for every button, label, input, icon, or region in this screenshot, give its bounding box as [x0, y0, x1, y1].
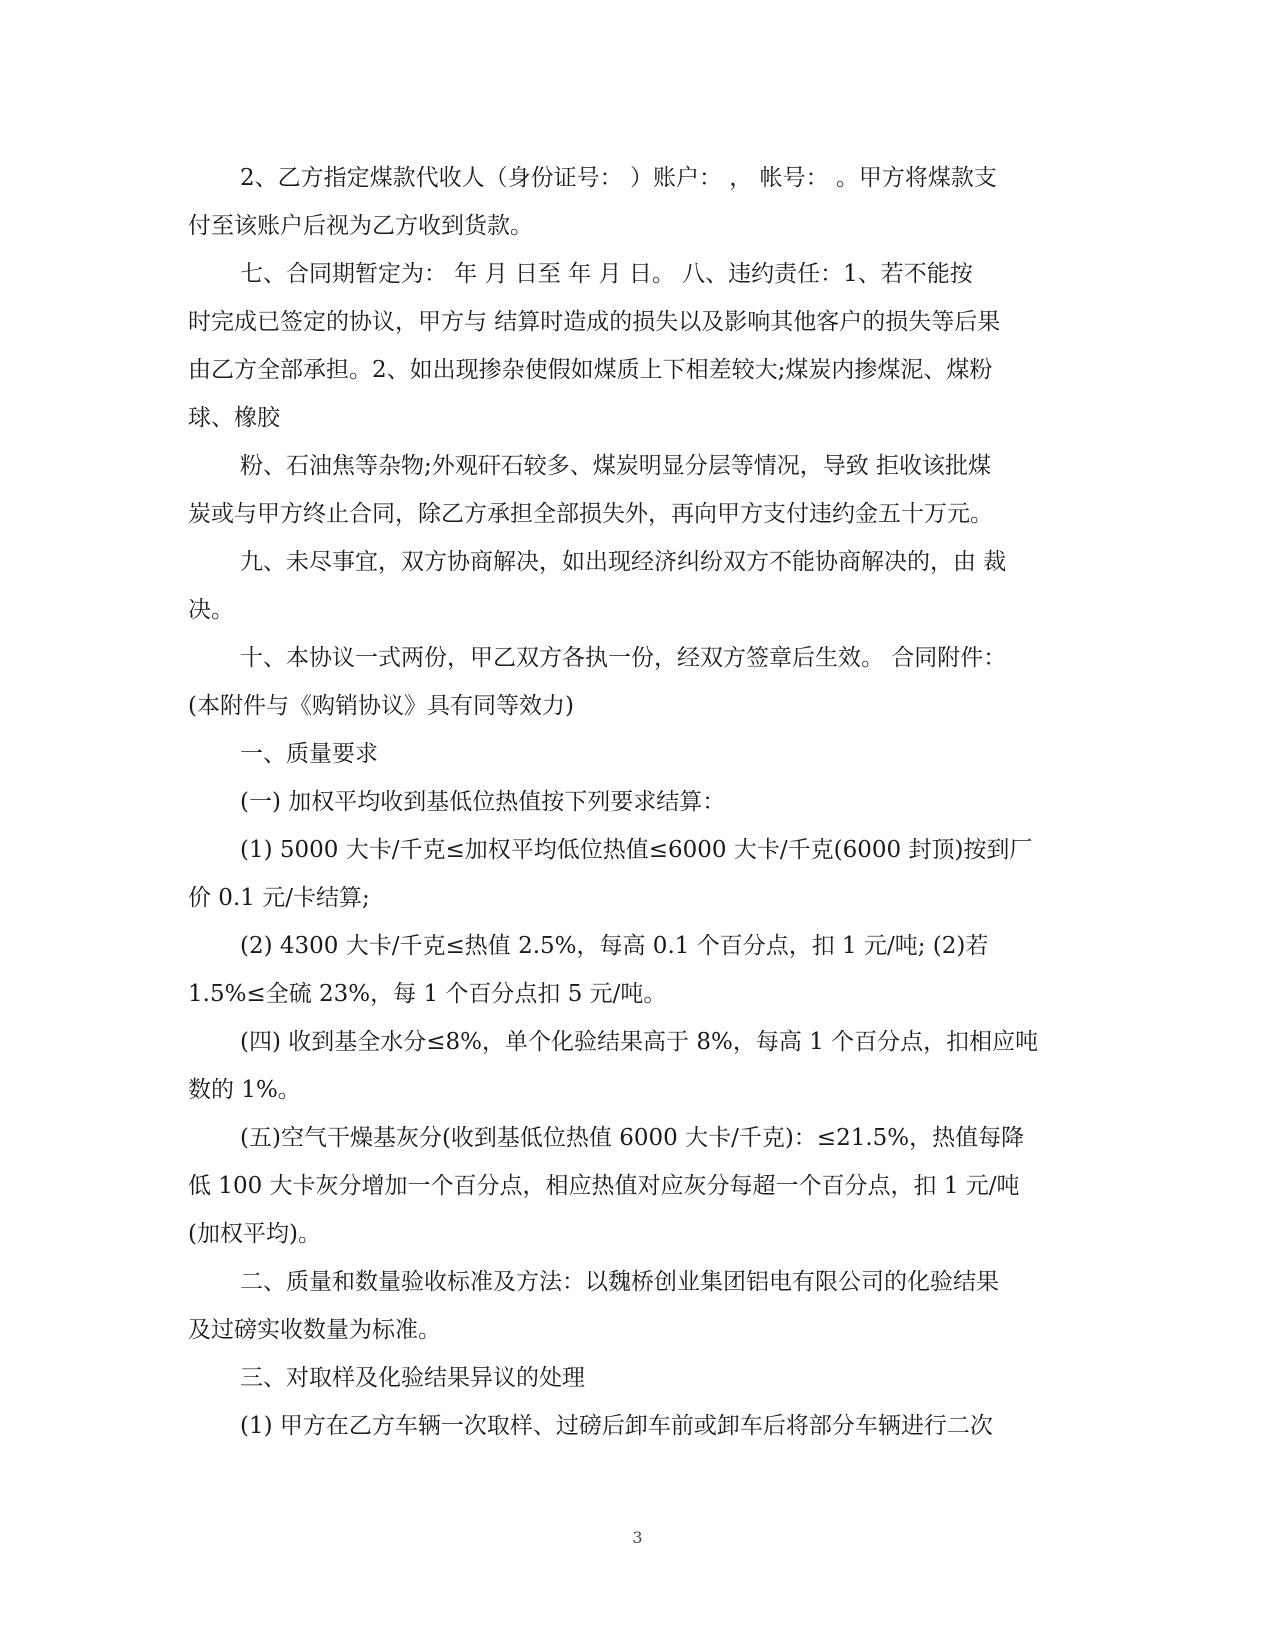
- text-line: 炭或与甲方终止合同，除乙方承担全部损失外，再向甲方支付违约金五十万元。: [188, 501, 993, 527]
- text-line: 十、本协议一式两份，甲乙双方各执一份，经双方签章后生效。 合同附件：: [240, 645, 1007, 671]
- text-line: 九、未尽事宜，双方协商解决，如出现经济纠纷双方不能协商解决的，由 裁: [240, 549, 1007, 575]
- text-line: 三、对取样及化验结果异议的处理: [240, 1365, 585, 1391]
- text-line: 二、质量和数量验收标准及方法：以魏桥创业集团铝电有限公司的化验结果: [240, 1269, 999, 1295]
- text-line: (1) 5000 大卡/千克≤加权平均低位热值≤6000 大卡/千克(6000 封顶)按到厂: [240, 837, 1033, 863]
- text-line: 七、合同期暂定为： 年 月 日至 年 月 日。 八、违约责任：1、若不能按: [240, 261, 973, 287]
- text-line: 球、橡胶: [188, 405, 280, 431]
- text-line: 粉、石油焦等杂物;外观矸石较多、煤炭明显分层等情况，导致 拒收该批煤: [240, 453, 992, 479]
- text-line: 数的 1%。: [188, 1077, 301, 1103]
- text-line: (本附件与《购销协议》具有同等效力): [188, 693, 574, 719]
- text-line: (1) 甲方在乙方车辆一次取样、过磅后卸车前或卸车后将部分车辆进行二次: [240, 1413, 993, 1439]
- text-line: 一、质量要求: [240, 741, 378, 767]
- text-line: (2) 4300 大卡/千克≤热值 2.5%，每高 0.1 个百分点，扣 1 元/吨; (2)若: [240, 933, 989, 959]
- text-line: 低 100 大卡灰分增加一个百分点，相应热值对应灰分每超一个百分点，扣 1 元/吨: [188, 1173, 1020, 1199]
- text-line: 由乙方全部承担。2、如出现掺杂使假如煤质上下相差较大;煤炭内掺煤泥、煤粉: [188, 357, 993, 383]
- text-line: 价 0.1 元/卡结算;: [188, 885, 370, 911]
- text-line: 1.5%≤全硫 23%，每 1 个百分点扣 5 元/吨。: [188, 981, 667, 1007]
- text-line: (五)空气干燥基灰分(收到基低位热值 6000 大卡/千克)：≤21.5%，热值每降: [240, 1125, 1025, 1151]
- document-body: [188, 154, 1088, 1450]
- text-line: 2、乙方指定煤款代收人（身份证号： ）账户： ， 帐号： 。甲方将煤款支: [240, 165, 997, 191]
- text-line: (一) 加权平均收到基低位热值按下列要求结算：: [240, 789, 726, 815]
- page-number: 3: [632, 1528, 643, 1547]
- text-line: 决。: [188, 597, 234, 623]
- text-line: (四) 收到基全水分≤8%，单个化验结果高于 8%，每高 1 个百分点，扣相应吨: [240, 1029, 1039, 1055]
- text-line: 时完成已签定的协议，甲方与 结算时造成的损失以及影响其他客户的损失等后果: [188, 309, 1001, 335]
- text-line: (加权平均)。: [188, 1221, 321, 1247]
- text-line: 付至该账户后视为乙方收到货款。: [188, 213, 533, 239]
- text-line: 及过磅实收数量为标准。: [188, 1317, 441, 1343]
